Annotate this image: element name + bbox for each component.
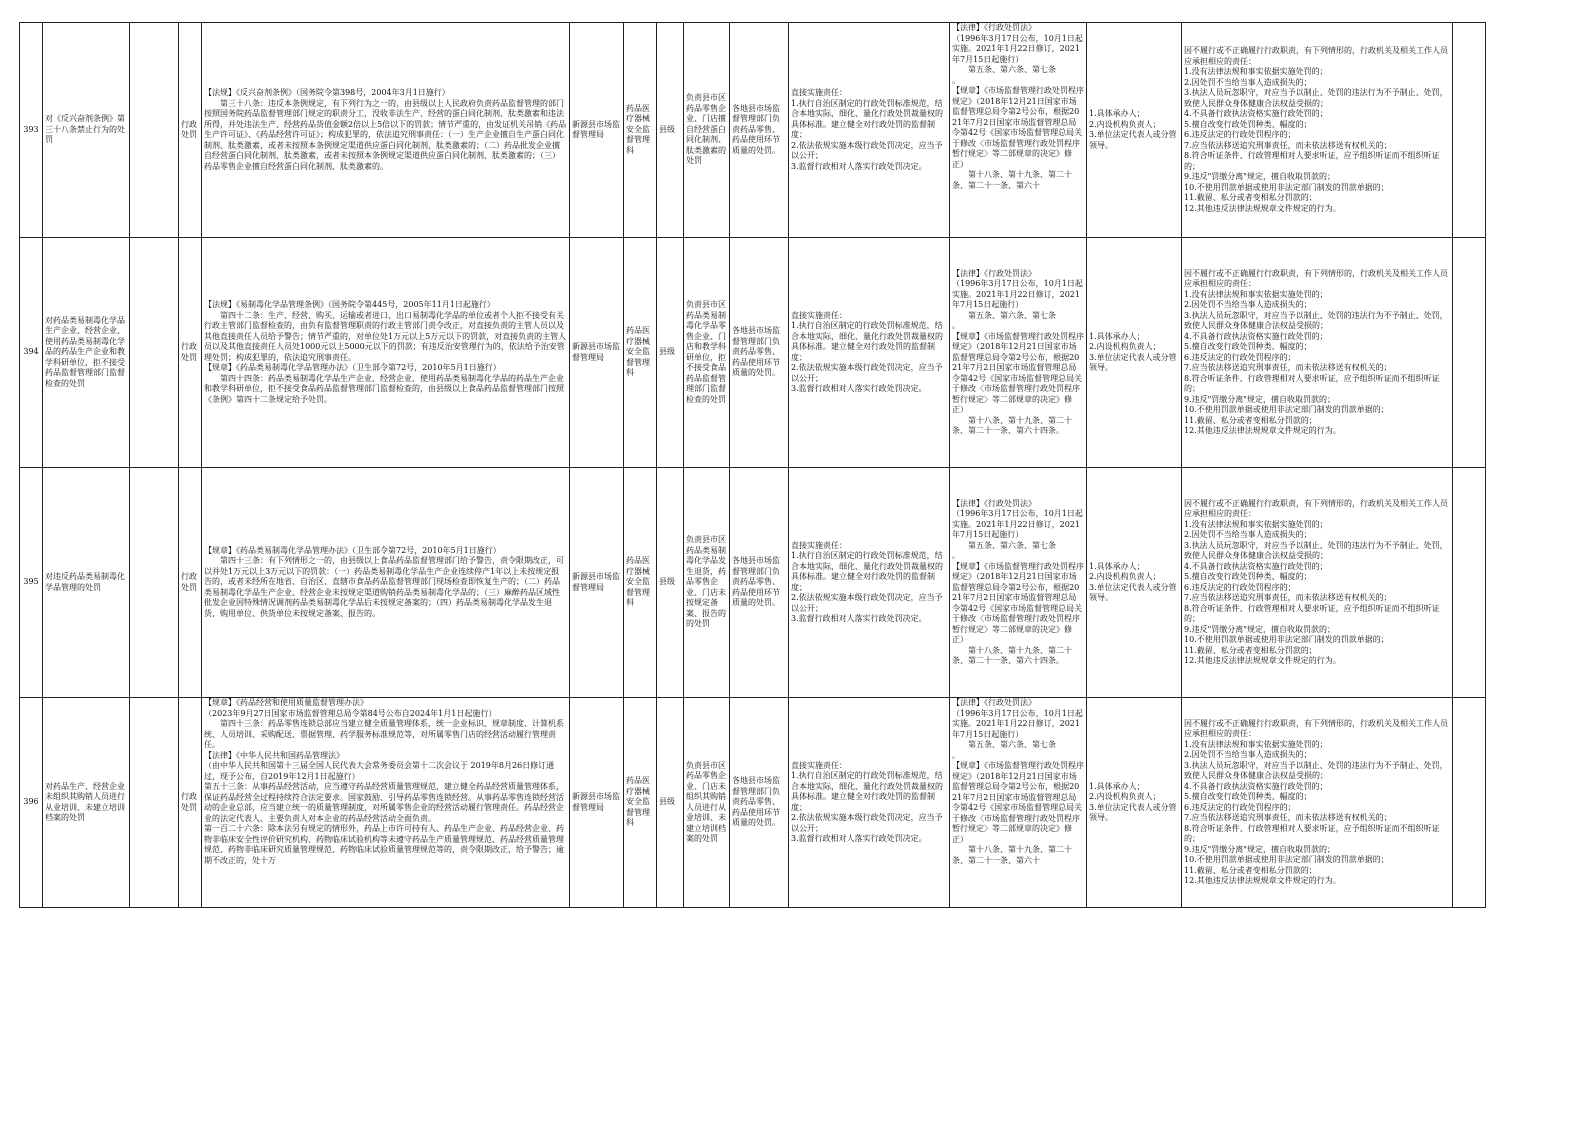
level-cell: 县级 — [657, 23, 684, 238]
remark-cell — [1453, 238, 1486, 468]
table-row — [20, 698, 1486, 908]
law-basis-cell: 【法律】《行政处罚法》 （1996年3月17日公布，10月1日起实施。2021年1月22日修订，2021年7月15日起施行） 第五条、第六条、第七条 。 【规章】《市场监督管理行政处罚程序规定》（2018年12月21日国家市场监督管理总局令第2号公布，根据2021年7月2日国家市场监督管理总局令第42号《国家市场监督管理总局关于修改〈市场监督管理行政处罚程序暂行规定〉等二部规章的决定》修正） 第十八条、第十九条、第二十条、第二十一条、第六十四条。 — [950, 468, 1087, 698]
power-type-cell: 行政处罚 — [179, 468, 202, 698]
county-duty-cell: 负责县市区药品零售企业、门店擅自经营蛋白同化制剂、肽类激素的处罚 — [684, 23, 730, 238]
subject-cell: 1.具体承办人； 2.内设机构负责人； 3.单位法定代表人或分管领导。 — [1087, 698, 1182, 908]
office-cell: 药品医疗器械安全监督管理科 — [624, 23, 657, 238]
item-name-cell: 对《反兴奋剂条例》第三十八条禁止行为的处罚 — [43, 23, 130, 238]
accountability-cell: 因不履行或不正确履行行政职责，有下列情形的，行政机关及相关工作人员应承担相应的责任： 1.没有法律法规和事实依据实施处罚的； 2.因处罚不当给当事人造成损失的； 3.执法人员玩忽职守，对应当予以制止、处罚的违法行为不予制止、处罚，致使人民群众身体健康合法权益受损的； 4.不具备行政执法资格实施行政处罚的； 5.擅自改变行政处罚种类、幅度的； 6.违反法定的行政处罚程序的； 7.应当依法移送追究刑事责任，而未依法移送有权机关的； 8.符合听证条件、行政管理相对人要求听证，应予组织听证而不组织听证的； 9.违反"罚缴分离"规定，擅自收取罚款的； 10.不使用罚款单据或使用非法定部门制发的罚款单据的； 11.截留、私分或者变相私分罚款的； 12.其他违反法律法规规章文件规定的行为。 — [1182, 238, 1453, 468]
department-cell: 新源县市场监督管理局 — [570, 468, 624, 698]
table-row — [20, 468, 1486, 698]
power-type-cell: 行政处罚 — [179, 238, 202, 468]
row-number: 395 — [20, 468, 43, 698]
office-cell: 药品医疗器械安全监督管理科 — [624, 238, 657, 468]
sub-item-cell — [130, 468, 179, 698]
office-cell: 药品医疗器械安全监督管理科 — [624, 698, 657, 908]
item-name-cell: 对药品类易制毒化学品生产企业、经营企业、使用药品类易制毒化学品的药品生产企业和教学科研单位，拒不接受药品监督管理部门监督检查的处罚 — [43, 238, 130, 468]
level-cell: 县级 — [657, 698, 684, 908]
level-cell: 县级 — [657, 468, 684, 698]
sub-item-cell — [130, 698, 179, 908]
item-name-cell: 对药品生产、经营企业未组织其购销人员进行从业培训、未建立培训档案的处罚 — [43, 698, 130, 908]
accountability-cell: 因不履行或不正确履行行政职责，有下列情形的，行政机关及相关工作人员应承担相应的责任： 1.没有法律法规和事实依据实施处罚的； 2.因处罚不当给当事人造成损失的； 3.执法人员玩忽职守，对应当予以制止、处罚的违法行为不予制止、处罚，致使人民群众身体健康合法权益受损的； 4.不具备行政执法资格实施行政处罚的； 5.擅自改变行政处罚种类、幅度的； 6.违反法定的行政处罚程序的； 7.应当依法移送追究刑事责任，而未依法移送有权机关的； 8.符合听证条件、行政管理相对人要求听证，应予组织听证而不组织听证的； 9.违反"罚缴分离"规定，擅自收取罚款的； 10.不使用罚款单据或使用非法定部门制发的罚款单据的； 11.截留、私分或者变相私分罚款的； 12.其他违反法律法规规章文件规定的行为。 — [1182, 23, 1453, 238]
county-duty-cell: 负责县市区药品类易制毒化学品发生退货，药品零售企业、门店未按规定备案、报告的的处罚 — [684, 468, 730, 698]
law-basis-cell — [950, 23, 1087, 238]
local-duty-cell: 各地县市场监督管理部门负责药品零售、药品使用环节质量的处罚。 — [730, 468, 789, 698]
responsibility-cell: 直接实施责任： 1.执行自治区制定的行政处罚标准规范，结合本地实际，细化、量化行政处罚裁量权的具体标准。建立健全对行政处罚的监督制度； 2.依法依规实施本级行政处罚决定，应当予以公开； 3.监督行政相对人落实行政处罚决定。 — [789, 23, 950, 238]
table-row — [20, 23, 1486, 238]
legal-basis-text: 【规章】《药品经营和使用质量监督管理办法》 （2023年9月27日国家市场监督管理总局令第84号公布自2024年1月1日起施行） 第四十三条：药品零售连锁总部应当建立健全质量管理体系，统一企业标识、规章制度、计算机系统、人员培训、采购配送、票据管理、药学服务标准规范等，对所属零售门店的经营活动履行管理责任。 【法律】《中华人民共和国药品管理法》 （由中华人民共和国第十三届全国人民代表大会常务委员会第十二次会议于 2019年8月26日修订通过，现予公布，自2019年12月1日起施行） 第五十三条：从事药品经营活动，应当遵守药品经营质量管理规范，建立健全药品经营质量管理体系，保证药品经营全过程持续符合法定要求。国家鼓励、引导药品零售连锁经营。从事药品零售连锁经营活动的企业总部，应当建立统一的质量管理制度，对所属零售企业的经营活动履行管理责任。药品经营企业的法定代表人、主要负责人对本企业的药品经营活动全面负责。 第一百二十六条：除本法另有规定的情形外，药品上市许可持有人、药品生产企业、药品经营企业、药物非临床安全性评价研究机构、药物临床试验机构等未遵守药品生产质量管理规范、药品经营质量管理规范、药物非临床研究质量管理规范、药物临床试验质量管理规范等的，责令限期改正，给予警告；逾期不改正的，处十万 — [204, 698, 564, 865]
row-number: 393 — [20, 23, 43, 238]
local-duty-cell: 各地县市场监督管理部门负责药品零售、药品使用环节质量的处罚。 — [730, 238, 789, 468]
legal-basis-cell — [202, 698, 570, 908]
department-cell: 新源县市场监督管理局 — [570, 23, 624, 238]
item-name-cell: 对违反药品类易制毒化学品管理的处罚 — [43, 468, 130, 698]
law-basis-text: 【法律】《行政处罚法》 （1996年3月17日公布，10月1日起实施。2021年1月22日修订，2021年7月15日起施行） 第五条、第六条、第七条 。 【规章】《市场监督管理行政处罚程序规定》（2018年12月21日国家市场监督管理总局令第2号公布，根据2021年7月2日国家市场监督管理总局令第42号《国家市场监督管理总局关于修改〈市场监督管理行政处罚程序暂行规定〉等二部规章的决定》修正） 第十八条、第十九条、第二十条、第二十一条、第六十 — [952, 23, 1084, 190]
responsibility-cell: 直接实施责任： 1.执行自治区制定的行政处罚标准规范，结合本地实际，细化、量化行政处罚裁量权的具体标准。建立健全对行政处罚的监督制度； 2.依法依规实施本级行政处罚决定，应当予以公开； 3.监督行政相对人落实行政处罚决定。 — [789, 238, 950, 468]
accountability-cell: 因不履行或不正确履行行政职责，有下列情形的，行政机关及相关工作人员应承担相应的责任： 1.没有法律法规和事实依据实施处罚的； 2.因处罚不当给当事人造成损失的； 3.执法人员玩忽职守，对应当予以制止、处罚的违法行为不予制止、处罚，致使人民群众身体健康合法权益受损的； 4.不具备行政执法资格实施行政处罚的； 5.擅自改变行政处罚种类、幅度的； 6.违反法定的行政处罚程序的； 7.应当依法移送追究刑事责任，而未依法移送有权机关的； 8.符合听证条件、行政管理相对人要求听证，应予组织听证而不组织听证的； 9.违反"罚缴分离"规定，擅自收取罚款的； 10.不使用罚款单据或使用非法定部门制发的罚款单据的； 11.截留、私分或者变相私分罚款的； 12.其他违反法律法规规章文件规定的行为。 — [1182, 468, 1453, 698]
legal-basis-cell: 【法规】《反兴奋剂条例》（国务院令第398号，2004年3月1日施行） 第三十八条：违反本条例规定，有下列行为之一的，由县级以上人民政府负责药品监督管理的部门按照国务院药品监督管理部门规定的职责分工，没收非法生产、经营的蛋白同化制剂、肽类激素和违法所得，并处违法生产、经营药品货值金额2倍以上5倍以下的罚款；情节严重的，由发证机关吊销《药品生产许可证》、《药品经营许可证》；构成犯罪的，依法追究刑事责任：（一）生产企业擅自生产蛋白同化制剂、肽类激素，或者未按照本条例规定渠道供应蛋白同化制剂、肽类激素的；（二）药品批发企业擅自经营蛋白同化制剂、肽类激素，或者未按照本条例规定渠道供应蛋白同化制剂、肽类激素的；（三）药品零售企业擅自经营蛋白同化制剂、肽类激素的。 — [202, 23, 570, 238]
county-duty-cell: 负责县市区药品零售企业、门店未组织其购销人员进行从业培训、未建立培训档案的处罚 — [684, 698, 730, 908]
responsibility-cell: 直接实施责任： 1.执行自治区制定的行政处罚标准规范，结合本地实际，细化、量化行政处罚裁量权的具体标准。建立健全对行政处罚的监督制度； 2.依法依规实施本级行政处罚决定，应当予以公开； 3.监督行政相对人落实行政处罚决定。 — [789, 468, 950, 698]
subject-cell: 1.具体承办人； 2.内设机构负责人； 3.单位法定代表人或分管领导。 — [1087, 468, 1182, 698]
law-basis-text: 【法律】《行政处罚法》 （1996年3月17日公布，10月1日起实施。2021年1月22日修订，2021年7月15日起施行） 第五条、第六条、第七条 。 【规章】《市场监督管理行政处罚程序规定》（2018年12月21日国家市场监督管理总局令第2号公布，根据2021年7月2日国家市场监督管理总局令第42号《国家市场监督管理总局关于修改〈市场监督管理行政处罚程序暂行规定〉等二部规章的决定》修正） 第十八条、第十九条、第二十条、第二十一条、第六十 — [952, 698, 1084, 865]
legal-basis-cell: 【法规】《易制毒化学品管理条例》（国务院令第445号，2005年11月1日起施行） 第四十二条：生产、经营、购买、运输或者进口、出口易制毒化学品的单位或者个人拒不接受有关行政主管部门监督检查的，由负有监督管理职责的行政主管部门责令改正，对直接负责的主管人员以及其他直接责任人员给予警告；情节严重的，对单位处1万元以上5万元以下的罚款，对直接负责的主管人员以及其他直接责任人员处1000元以上5000元以下的罚款；有违反治安管理行为的，依法给予治安管理处罚；构成犯罪的，依法追究刑事责任。 【规章】《药品类易制毒化学品管理办法》（卫生部令第72号，2010年5月1日施行） 第四十四条：药品类易制毒化学品生产企业、经营企业、使用药品类易制毒化学品的药品生产企业和教学科研单位，拒不接受食品药品监督管理部门监督检查的，由县级以上食品药品监督管理部门按照《条例》第四十二条规定给予处罚。 — [202, 238, 570, 468]
subject-cell: 1.具体承办人； 2.内设机构负责人； 3.单位法定代表人或分管领导。 — [1087, 238, 1182, 468]
local-duty-cell: 各地县市场监督管理部门负责药品零售、药品使用环节质量的处罚。 — [730, 698, 789, 908]
sub-item-cell — [130, 238, 179, 468]
law-basis-cell: 【法律】《行政处罚法》 （1996年3月17日公布，10月1日起实施。2021年1月22日修订，2021年7月15日起施行） 第五条、第六条、第七条 。 【规章】《市场监督管理行政处罚程序规定》（2018年12月21日国家市场监督管理总局令第2号公布，根据2021年7月2日国家市场监督管理总局令第42号《国家市场监督管理总局关于修改〈市场监督管理行政处罚程序暂行规定〉等二部规章的决定》修正） 第十八条、第十九条、第二十条、第二十一条、第六十四条。 — [950, 238, 1087, 468]
sub-item-cell — [130, 23, 179, 238]
responsibility-cell: 直接实施责任： 1.执行自治区制定的行政处罚标准规范，结合本地实际，细化、量化行政处罚裁量权的具体标准。建立健全对行政处罚的监督制度； 2.依法依规实施本级行政处罚决定，应当予以公开； 3.监督行政相对人落实行政处罚决定。 — [789, 698, 950, 908]
power-type-cell: 行政处罚 — [179, 698, 202, 908]
remark-cell — [1453, 698, 1486, 908]
row-number: 394 — [20, 238, 43, 468]
remark-cell — [1453, 468, 1486, 698]
legal-basis-cell: 【规章】《药品类易制毒化学品管理办法》（卫生部令第72号，2010年5月1日施行） 第四十三条：有下列情形之一的，由县级以上食品药品监督管理部门给予警告，责令限期改正，可以并处1万元以上3万元以下的罚款：（一）药品类易制毒化学品生产企业连续停产1年以上未按规定报告的，或者未经所在地省、自治区、直辖市食品药品监督管理部门现场检查即恢复生产的；（二）药品类易制毒化学品生产企业、经营企业未按规定渠道购销药品类易制毒化学品的；（三）麻醉药品区域性批发企业因特殊情况调剂药品类易制毒化学品后未按规定备案的；（四）药品类易制毒化学品发生退货，购用单位、供货单位未按规定备案、报告的。 — [202, 468, 570, 698]
local-duty-cell: 各地县市场监督管理部门负责药品零售、药品使用环节质量的处罚。 — [730, 23, 789, 238]
law-basis-cell — [950, 698, 1087, 908]
office-cell: 药品医疗器械安全监督管理科 — [624, 468, 657, 698]
power-list-table — [19, 22, 1486, 908]
county-duty-cell: 负责县市区药品类易制毒化学品零售企业、门店和教学科研单位，拒不接受食品药品监督管理部门监督检查的处罚 — [684, 238, 730, 468]
subject-cell: 1.具体承办人； 2.内设机构负责人； 3.单位法定代表人或分管领导。 — [1087, 23, 1182, 238]
table-row — [20, 238, 1486, 468]
department-cell: 新源县市场监督管理局 — [570, 238, 624, 468]
power-type-cell: 行政处罚 — [179, 23, 202, 238]
row-number: 396 — [20, 698, 43, 908]
department-cell: 新源县市场监督管理局 — [570, 698, 624, 908]
accountability-cell: 因不履行或不正确履行行政职责，有下列情形的，行政机关及相关工作人员应承担相应的责任： 1.没有法律法规和事实依据实施处罚的； 2.因处罚不当给当事人造成损失的； 3.执法人员玩忽职守，对应当予以制止、处罚的违法行为不予制止、处罚，致使人民群众身体健康合法权益受损的； 4.不具备行政执法资格实施行政处罚的； 5.擅自改变行政处罚种类、幅度的； 6.违反法定的行政处罚程序的； 7.应当依法移送追究刑事责任，而未依法移送有权机关的； 8.符合听证条件、行政管理相对人要求听证，应予组织听证而不组织听证的； 9.违反"罚缴分离"规定，擅自收取罚款的； 10.不使用罚款单据或使用非法定部门制发的罚款单据的； 11.截留、私分或者变相私分罚款的； 12.其他违反法律法规规章文件规定的行为。 — [1182, 698, 1453, 908]
remark-cell — [1453, 23, 1486, 238]
level-cell: 县级 — [657, 238, 684, 468]
